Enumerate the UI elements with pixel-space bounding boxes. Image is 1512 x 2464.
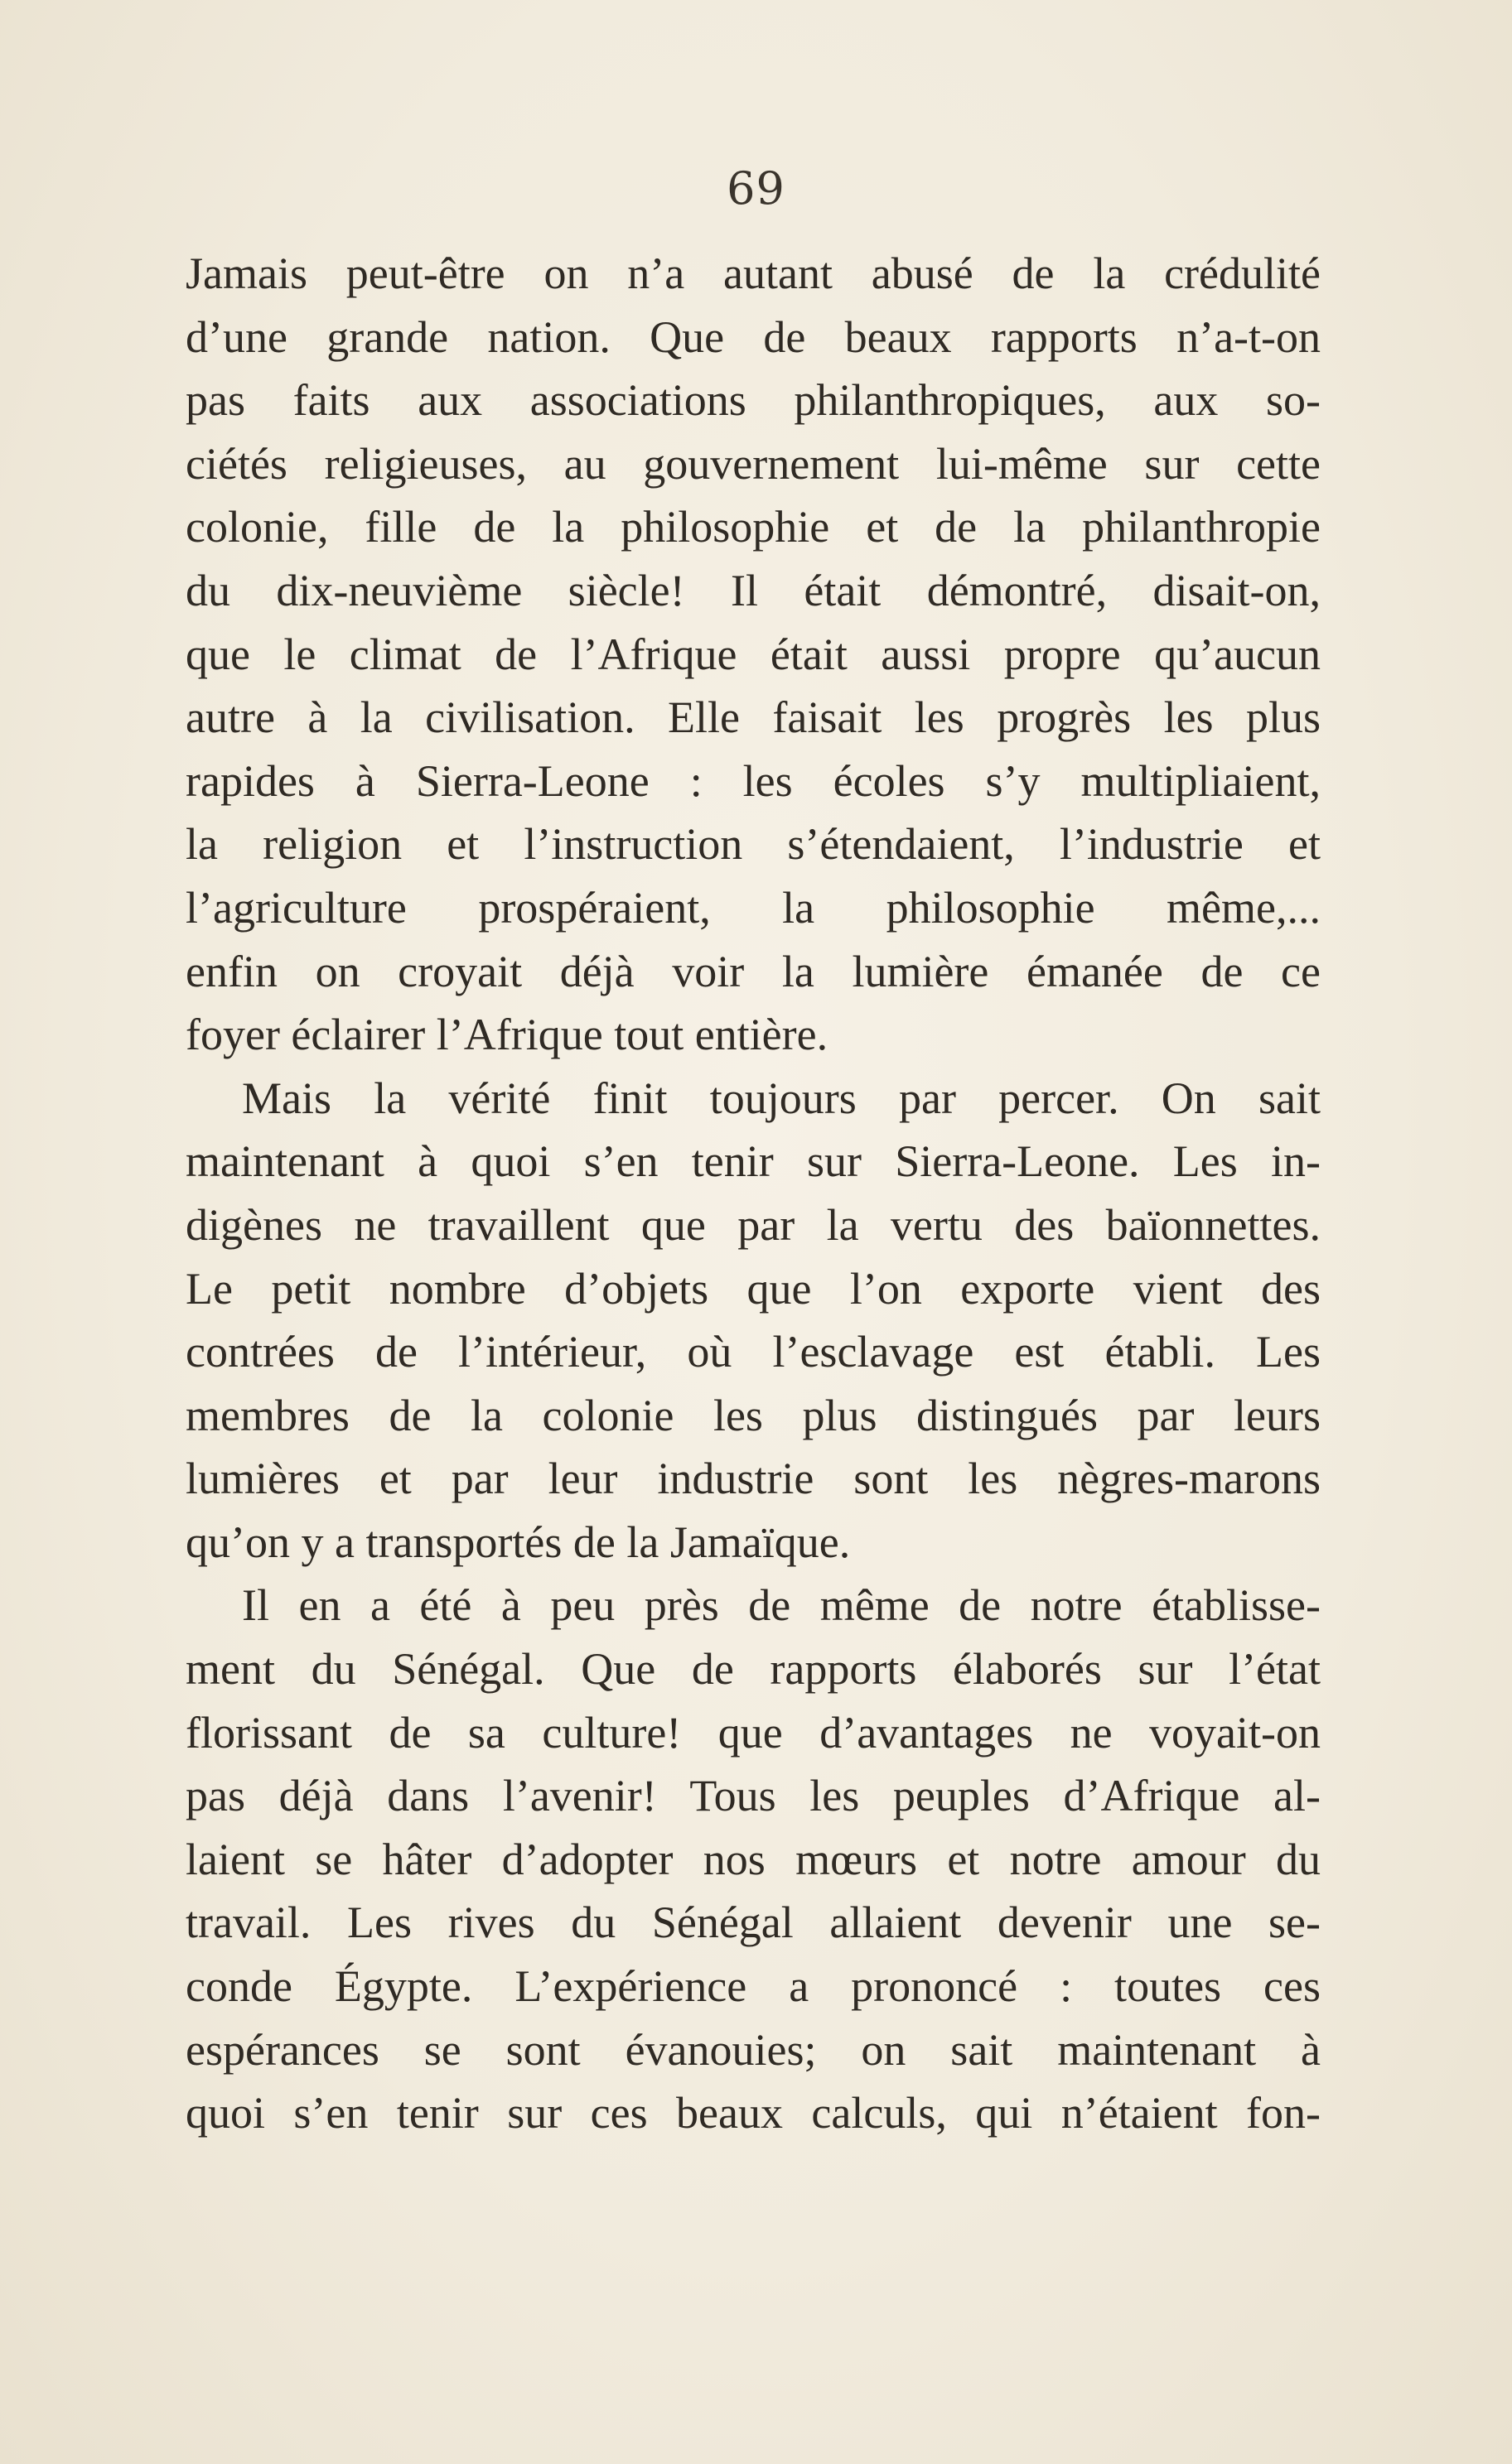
text-line: autre à la civilisation. Elle faisait les progrès les plus (186, 692, 1321, 743)
text-line: Il en a été à peu près de même de notre établisse- (242, 1580, 1321, 1631)
page-number: 69 (727, 162, 785, 215)
text-line: d’une grande nation. Que de beaux rapports n’a-t-on (186, 311, 1321, 362)
text-line: Le petit nombre d’objets que l’on exporte vient des (186, 1263, 1321, 1314)
text-line: que le climat de l’Afrique était aussi propre qu’aucun (186, 629, 1321, 679)
text-line: la religion et l’instruction s’étendaient, l’industrie et (186, 819, 1321, 870)
text-line: membres de la colonie les plus distingués par leurs (186, 1390, 1321, 1440)
text-line: Jamais peut-être on n’a autant abusé de la crédulité (186, 248, 1321, 298)
text-line: ciétés religieuses, au gouvernement lui-même sur cette (186, 438, 1321, 489)
text-line: conde Égypte. L’expérience a prononcé : toutes ces (186, 1961, 1321, 2012)
text-line: rapides à Sierra-Leone : les écoles s’y multipliaient, (186, 755, 1321, 806)
text-line: travail. Les rives du Sénégal allaient devenir une se- (186, 1897, 1321, 1948)
text-line: digènes ne travaillent que par la vertu des baïonnettes. (186, 1199, 1321, 1250)
text-line: quoi s’en tenir sur ces beaux calculs, qui n’étaient fon- (186, 2088, 1321, 2139)
text-line: lumières et par leur industrie sont les nègres-marons (186, 1454, 1321, 1504)
body-text (186, 242, 1321, 2145)
text-line: ment du Sénégal. Que de rapports élaborés sur l’état (186, 1644, 1321, 1695)
text-line: enfin on croyait déjà voir la lumière émanée de ce (186, 946, 1321, 996)
text-line: colonie, fille de la philosophie et de la philanthropie (186, 502, 1321, 552)
text-line: du dix-neuvième siècle! Il était démontré, disait-on, (186, 565, 1321, 615)
text-line: laient se hâter d’adopter nos mœurs et notre amour du (186, 1834, 1321, 1884)
text-line: qu’on y a transportés de la Jamaïque. (186, 1516, 851, 1567)
text-line: maintenant à quoi s’en tenir sur Sierra-Leone. Les in- (186, 1136, 1321, 1187)
text-line: foyer éclairer l’Afrique tout entière. (186, 1010, 828, 1060)
text-line: l’agriculture prospéraient, la philosophie même,... (186, 882, 1321, 933)
text-line: Mais la vérité finit toujours par percer. On sait (242, 1073, 1321, 1123)
text-line: pas déjà dans l’avenir! Tous les peuples d’Afrique al- (186, 1771, 1321, 1821)
text-line: florissant de sa culture! que d’avantages ne voyait-on (186, 1707, 1321, 1758)
text-line: contrées de l’intérieur, où l’esclavage est établi. Les (186, 1327, 1321, 1377)
text-line: pas faits aux associations philanthropiques, aux so- (186, 375, 1321, 426)
text-line: espérances se sont évanouies; on sait maintenant à (186, 2024, 1321, 2075)
